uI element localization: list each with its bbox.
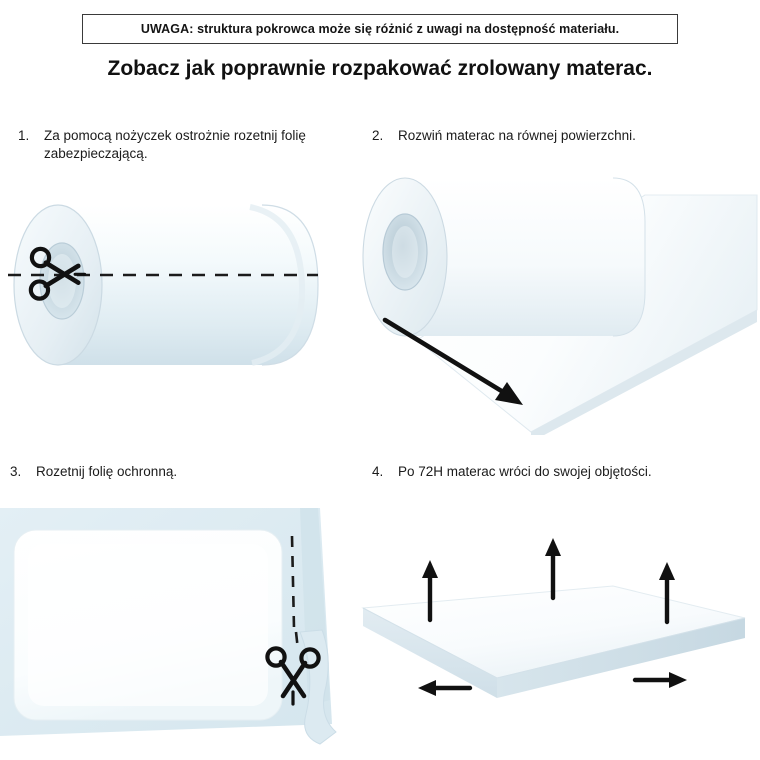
step-label-1 — [18, 127, 318, 163]
step-label-4 — [372, 463, 732, 481]
step-label-3 — [10, 463, 340, 481]
arrow-left-icon — [418, 680, 470, 696]
illustration-step-4 — [345, 500, 760, 750]
roll-left-cap — [363, 178, 447, 336]
illustration-step-3 — [0, 500, 345, 750]
flat-mattress — [14, 530, 282, 720]
illustration-step-2 — [345, 160, 760, 435]
step-text-3: Rozetnij folię ochronną. — [36, 464, 178, 479]
notice-text: UWAGA: struktura pokrowca może się różnić z uwagi na dostępność materiału. — [140, 22, 620, 36]
step-text-4: Po 72H materac wróci do swojej objętości. — [398, 464, 652, 479]
page-title: Zobacz jak poprawnie rozpakować zrolowany materac. — [107, 57, 653, 80]
step-number-3: 3. — [10, 464, 22, 479]
illustration-step-1 — [0, 175, 345, 415]
step-number-4: 4. — [372, 464, 384, 479]
step-label-2 — [372, 127, 702, 145]
step-text-2: Rozwiń materac na równej powierzchni. — [398, 128, 636, 143]
step-number-1: 1. — [18, 128, 30, 143]
step-number-2: 2. — [372, 128, 384, 143]
expanded-mattress — [363, 586, 745, 698]
roll-left-cap — [14, 205, 102, 365]
step-text-1: Za pomocą nożyczek ostrożnie rozetnij folię zabezpieczającą. — [44, 128, 306, 162]
arrow-right-icon — [635, 672, 687, 688]
arrow-up-icon-center — [545, 538, 561, 598]
notice-banner — [82, 14, 678, 44]
